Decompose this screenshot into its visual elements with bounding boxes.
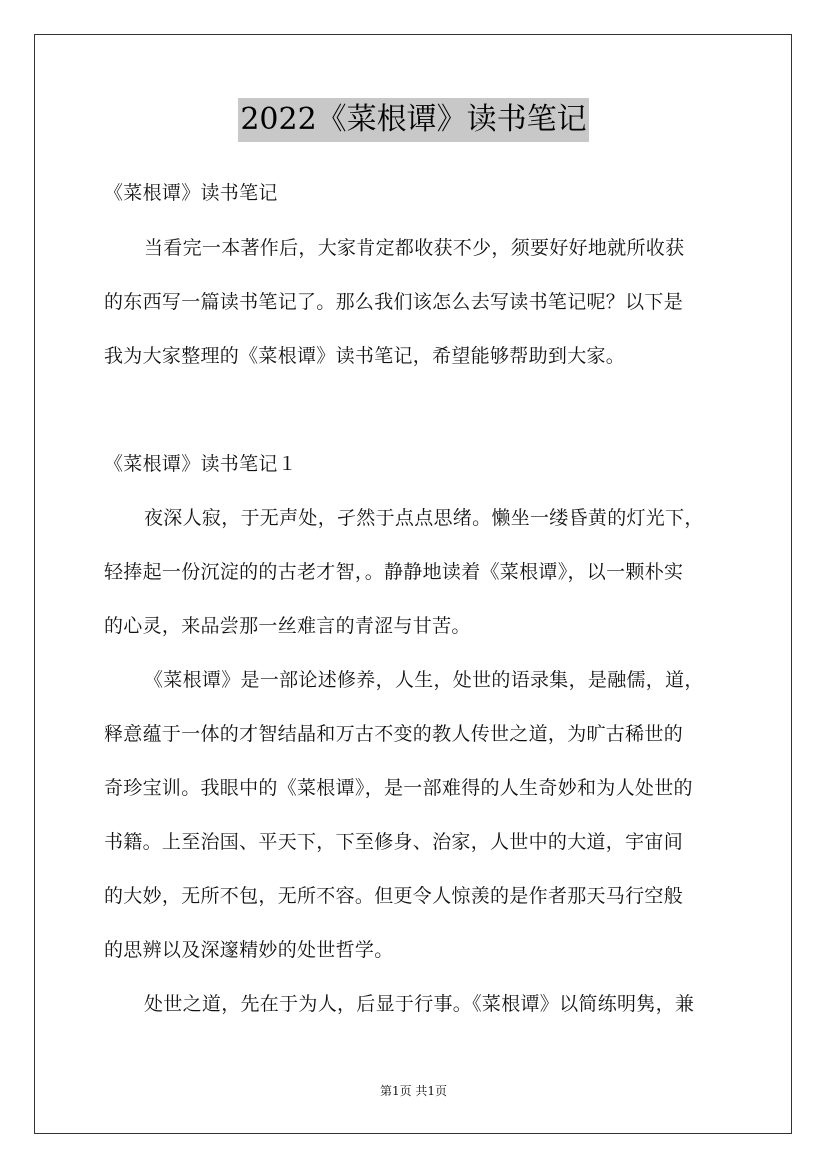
section-heading: 《菜根谭》读书笔记１ (104, 453, 298, 475)
title-container (0, 98, 827, 142)
paragraph-line: 我为大家整理的《菜根谭》读书笔记，希望能够帮助到大家。 (104, 345, 626, 367)
paragraph-line: 的思辨以及深邃精妙的处世哲学。 (104, 939, 394, 961)
paragraph-line: 奇珍宝训。我眼中的《菜根谭》，是一部难得的人生奇妙和为人处世的 (104, 777, 693, 799)
paragraph-line: 夜深人寂，于无声处，孑然于点点思绪。懒坐一缕昏黄的灯光下， (144, 507, 704, 529)
section-heading: 《菜根谭》读书笔记 (104, 182, 278, 204)
paragraph-line: 释意蕴于一体的才智结晶和万古不变的教人传世之道，为旷古稀世的 (104, 723, 684, 745)
paragraph-line: 的东西写一篇读书笔记了。那么我们该怎么去写读书笔记呢？以下是 (104, 291, 684, 313)
paragraph-line: 当看完一本著作后，大家肯定都收获不少，须要好好地就所收获 (144, 237, 685, 259)
document-title: 2022《菜根谭》读书笔记 (238, 98, 588, 142)
paragraph-line: 轻捧起一份沉淀的的古老才智，。静静地读着《菜根谭》，以一颗朴实 (104, 561, 684, 583)
paragraph-line: 书籍。上至治国、平天下，下至修身、治家，人世中的大道，宇宙间 (104, 831, 684, 853)
page-number-footer: 第1页 共1页 (379, 1084, 448, 1098)
paragraph-line: 《菜根谭》是一部论述修养，人生，处世的语录集，是融儒，道， (144, 669, 704, 691)
paragraph-line: 的心灵，来品尝那一丝难言的青涩与甘苦。 (104, 615, 471, 637)
paragraph-line: 的大妙，无所不包，无所不容。但更令人惊羡的是作者那天马行空般 (104, 885, 684, 907)
paragraph-line: 处世之道，先在于为人，后显于行事。《菜根谭》以简练明隽，兼 (144, 993, 695, 1015)
